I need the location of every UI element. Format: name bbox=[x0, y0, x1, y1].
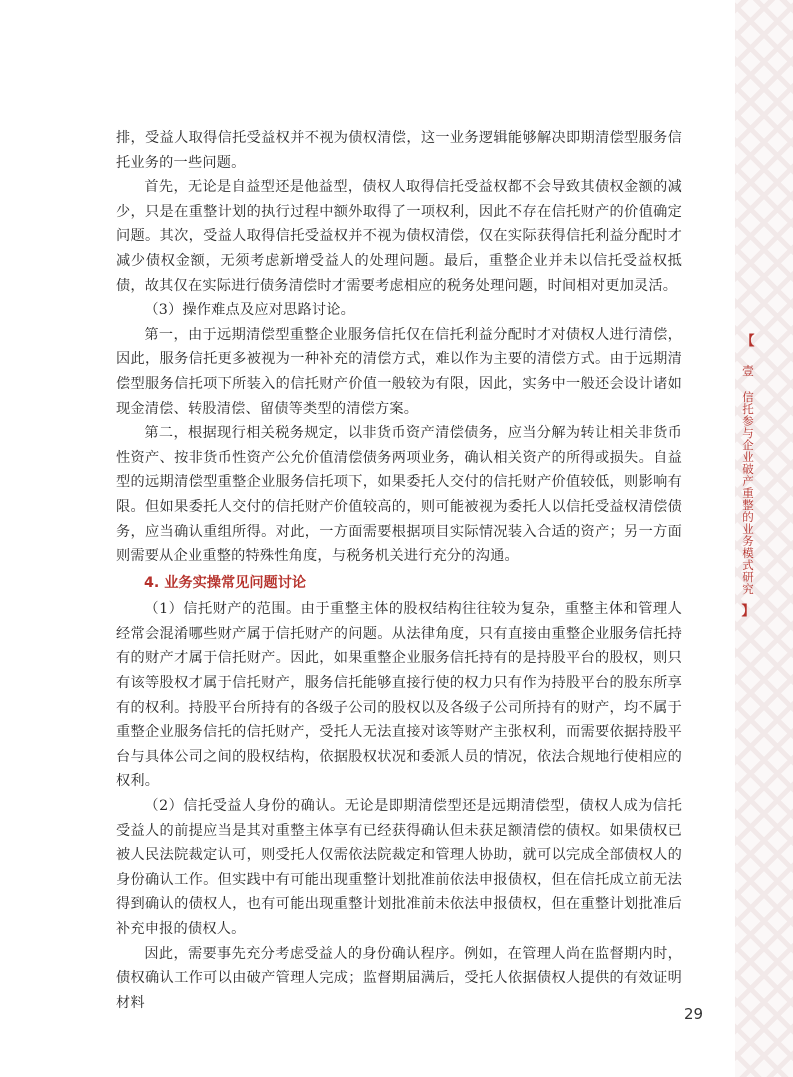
chapter-number: 壹 bbox=[741, 364, 754, 378]
section-heading: 4. 业务实操常见问题讨论 bbox=[144, 574, 307, 591]
paragraph: （1）信托财产的范围。由于重整主体的股权结构往往较为复杂，重整主体和管理人经常会混淆哪些财产属于信托财产的问题。从法律角度，只有直接由重整企业服务信托持有的财产才属于信托财产。因此，如果重整企业服务信托持有的是持股平台的股权，则只有该等股权才属于信托财产，服务信托能够直接行使的权力只有作为持股平台的股东所享有的权利。持股平台所持有的各级子公司的股权以及各级子公司所持有的财产，均不属于重整企业服务信托的信托财产，受托人无法直接对该等财产主张权利，而需要依据持股平台与具体公司之间的股权结构，依据股权状况和委派人员的情况，依法合规地行使相应的权利。 bbox=[116, 601, 682, 790]
subheading: （3）操作难点及应对思路讨论。 bbox=[144, 302, 356, 319]
paragraph: 首先，无论是自益型还是他益型，债权人取得信托受益权都不会导致其债权金额的减少，只是在重整计划的执行过程中额外取得了一项权利，因此不存在信托财产的价值确定问题。其次，受益人取得信托受益权并不视为债权清偿，仅在实际获得信托利益分配时才减少债权金额，无须考虑新增受益人的处理问题。最后，重整企业并未以信托受益权抵债，故其仅在实际进行债务清偿时才需要考虑相应的税务处理问题，时间相对更加灵活。 bbox=[116, 179, 682, 294]
page-body bbox=[116, 126, 682, 1015]
page-number: 29 bbox=[684, 1005, 704, 1023]
paragraph: 第二，根据现行相关税务规定，以非货币资产清偿债务，应当分解为转让相关非货币性资产、按非货币性资产公允价值清偿债务两项业务，确认相关资产的所得或损失。自益型的远期清偿型重整企业服务信托项下，如果委托人交付的信托财产价值较低，则影响有限。但如果委托人交付的信托财产价值较高的，则可能被视为委托人以信托受益权清偿债务，应当确认重组所得。对此，一方面需要根据项目实际情况装入合适的资产；另一方面则需要从企业重整的特殊性角度，与税务机关进行充分的沟通。 bbox=[116, 425, 682, 565]
chapter-side-tab bbox=[733, 335, 763, 618]
open-bracket: 【 bbox=[741, 334, 755, 349]
paragraph: 因此，需要事先充分考虑受益人的身份确认程序。例如，在管理人尚在监督期内时，债权确认工作可以由破产管理人完成；监督期届满后，受托人依据债权人提供的有效证明材料 bbox=[116, 945, 682, 1011]
paragraph: 排，受益人取得信托受益权并不视为债权清偿，这一业务逻辑能够解决即期清偿型服务信托业务的一些问题。 bbox=[116, 130, 682, 171]
close-bracket: 】 bbox=[741, 604, 755, 619]
paragraph: （2）信托受益人身份的确认。无论是即期清偿型还是远期清偿型，债权人成为信托受益人的前提应当是其对重整主体享有已经获得确认但未获足额清偿的债权。如果债权已被人民法院裁定认可，则受托人仅需依法院裁定和管理人协助，就可以完成全部债权人的身份确认工作。但实践中有可能出现重整计划批准前依法申报债权，但在信托成立前无法得到确认的债权人，也有可能出现重整计划批准前未依法申报债权，但在重整计划批准后补充申报的债权人。 bbox=[116, 798, 682, 937]
paragraph: 第一，由于远期清偿型重整企业服务信托仅在信托利益分配时才对债权人进行清偿，因此，服务信托更多被视为一种补充的清偿方式，难以作为主要的清偿方式。由于远期清偿型服务信托项下所装入的信托财产价值一般较为有限，因此，实务中一般还会设计诸如现金清偿、转股清偿、留债等类型的清偿方案。 bbox=[116, 326, 682, 417]
chapter-title: 信托参与企业破产重整的业务模式研究 bbox=[741, 391, 755, 595]
